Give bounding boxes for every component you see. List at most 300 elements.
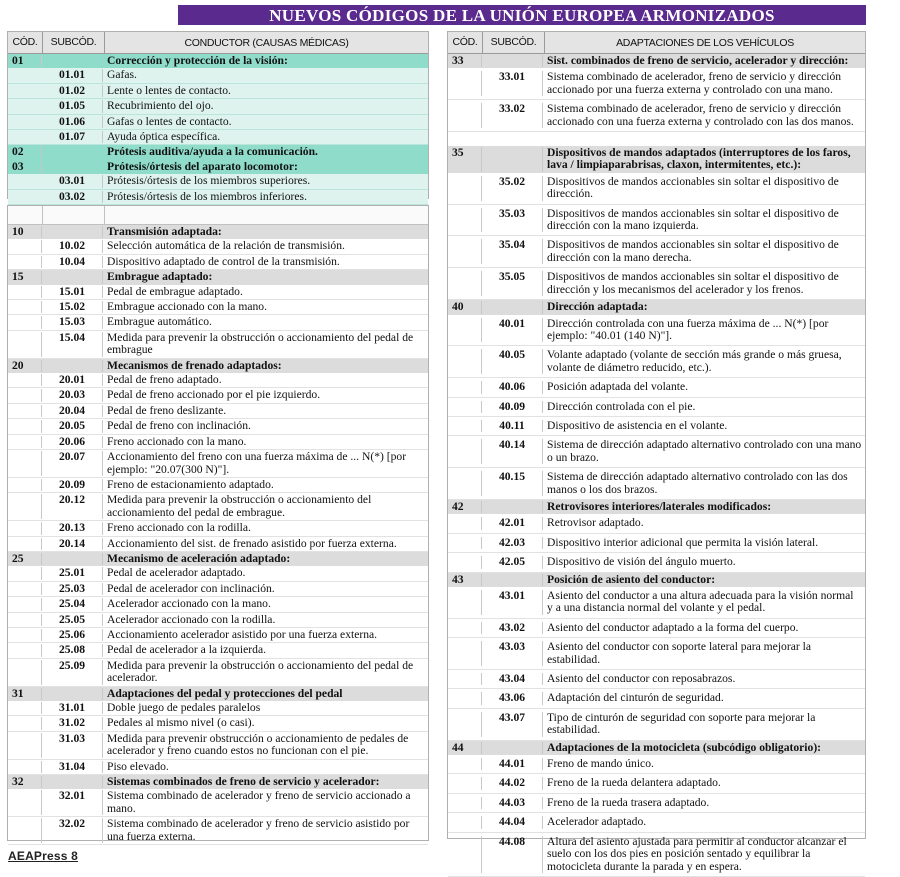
subcode-row [8,701,428,716]
description-cell: Transmisión adaptada: [107,225,222,238]
code-cell [8,717,42,729]
description-cell: Dirección controlada con una fuerza máxima de ... N(*) [por ejemplo: "40.01 (140 N)"]. [547,316,829,342]
description-cell: Sistema combinado de acelerador y freno de servicio asistido por una fuerza externa. [107,817,410,843]
description-cell: Asiento del conductor a una altura adecuada para la visión normal y a una distancia normal del volante y el pedal. [547,589,854,615]
description-cell: Piso elevado. [107,759,169,773]
description-cell: Dispositivos de mandos accionables sin soltar el dispositivo de dirección con la mano izquierda. [547,206,839,233]
subcode-row [8,521,428,536]
description-cell: Sistemas combinados de freno de servicio y acelerador: [107,775,380,789]
description-cell: Medida para prevenir la obstrucción o accionamiento del pedal de embrague [107,330,414,357]
description-cell: Gafas o lentes de contacto. [107,114,232,128]
description-cell: Dispositivos de mandos accionables sin soltar el dispositivo de dirección con la mano derecha. [547,238,839,264]
description-cell: Lente o lentes de contacto. [107,83,231,97]
code-cell: 03 [8,161,42,173]
subcode-cell: 31.04 [42,761,103,773]
subcode-row [8,716,428,731]
subcode-row [8,300,428,315]
subcode-cell: 40.15 [482,471,543,496]
subcode-cell: 31.01 [42,702,103,714]
description-cell: Embrague automático. [107,315,212,329]
code-cell [448,208,482,233]
subcode-cell [42,271,103,283]
subcode-cell [482,147,543,172]
subcode-row [448,514,865,533]
subcode-cell: 43.03 [482,641,543,666]
subcode-cell: 42.01 [482,517,543,529]
subcode-cell: 40.05 [482,349,543,374]
subcode-row [8,582,428,597]
subcode-row [8,419,428,434]
subcode-cell: 20.12 [42,494,103,519]
footer-publication: AEAPress 8 [8,849,79,863]
description-cell: Pedal de acelerador con inclinación. [107,581,275,595]
description-cell: Dispositivos de mandos adaptados (interruptores de los faros, lava / limpiaparabrisas, claxon, intermitentes, etc.): [547,146,851,172]
subcode-cell: 25.01 [42,567,103,579]
code-cell [8,316,42,328]
code-cell [448,420,482,432]
subcode-cell: 03.01 [42,175,103,187]
description-cell: Pedal de freno adaptado. [107,373,222,387]
subcode-row [8,239,428,254]
description-cell: Sistema de dirección adaptado alternativo controlado con las dos manos o los dos brazos. [547,470,848,496]
subcode-cell [482,55,543,67]
code-cell [8,332,42,357]
subcode-cell: 42.05 [482,556,543,568]
code-cell: 20 [8,360,42,372]
description-cell: Asiento del conductor con reposabrazos. [547,672,736,686]
description-cell: Ayuda óptica específica. [107,129,221,143]
subcode-row [448,553,865,572]
subcode-row [448,173,865,205]
subcode-cell: 25.09 [42,660,103,685]
subcode-cell: 33.01 [482,71,543,96]
subcode-row [8,732,428,760]
subcode-cell: 44.08 [482,836,543,873]
description-cell: Accionamiento acelerador asistido por una fuerza externa. [107,627,378,641]
subcode-row [8,404,428,419]
code-cell [448,712,482,737]
description-cell: Prótesis/órtesis de los miembros superiores. [107,174,311,188]
code-cell [448,439,482,464]
subcode-row [8,566,428,581]
subcode-cell: 20.07 [42,451,103,476]
description-cell: Retrovisor adaptado. [547,516,644,530]
subcode-row [448,638,865,670]
table-header [8,32,428,54]
subcode-row [8,435,428,450]
category-row [448,146,865,173]
description-cell: Altura del asiento ajustada para permitir al conductor alcanzar el suelo con los dos pies en posición sentado y equilibrar la motocicleta durante la parada y en espera. [547,834,847,873]
subcode-row [448,813,865,832]
subcode-row [448,100,865,132]
description-cell: Mecanismos de frenado adaptados: [107,358,282,372]
subcode-cell: 01.05 [42,100,103,112]
subcode-cell: 43.04 [482,673,543,685]
subcode-row [448,755,865,774]
subcode-cell: 40.14 [482,439,543,464]
description-cell: Tipo de cinturón de seguridad con soporte para mejorar la estabilidad. [547,710,816,737]
code-cell [8,522,42,534]
category-row [8,160,428,174]
code-cell [448,103,482,128]
category-row [8,225,428,239]
code-cell [8,494,42,519]
subcode-row [448,68,865,100]
description-cell: Acelerador accionado con la mano. [107,597,271,611]
subcode-cell [42,776,103,788]
subcode-row [8,613,428,628]
description-cell: Sist. combinados de freno de servicio, acelerador y dirección: [547,54,849,67]
subcode-row [448,833,865,877]
code-cell [8,790,42,815]
description-cell: Embrague accionado con la mano. [107,300,267,314]
description-cell: Embrague adaptado: [107,270,213,284]
code-cell [8,538,42,550]
header-cod: CÓD. [8,32,43,53]
category-row [448,741,865,755]
subcode-row [448,587,865,619]
vehicle-left-rows [8,225,428,845]
subcode-cell: 44.02 [482,777,543,789]
description-cell: Freno de mando único. [547,757,654,771]
code-cell [448,556,482,568]
subcode-cell [482,574,543,586]
description-cell: Selección automática de la relación de transmisión. [107,239,345,253]
subcode-row [8,285,428,300]
code-cell [448,836,482,873]
subcode-cell: 20.14 [42,538,103,550]
description-cell: Mecanismo de aceleración adaptado: [107,551,291,565]
subcode-cell: 43.07 [482,712,543,737]
description-cell: Recubrimiento del ojo. [107,99,214,113]
subcode-row [8,493,428,521]
code-cell [448,622,482,634]
subcode-cell: 32.01 [42,790,103,815]
description-cell: Dispositivo adaptado de control de la transmisión. [107,254,340,268]
code-cell [448,590,482,615]
subcode-row [8,789,428,817]
subcode-row [8,537,428,552]
header-subcod: SUBCÓD. [483,32,545,53]
category-row [8,270,428,284]
description-cell: Freno de estacionamiento adaptado. [107,477,274,491]
subcode-cell [482,301,543,313]
subcode-row [448,468,865,500]
subcode-row [448,346,865,378]
description-cell: Pedal de embrague adaptado. [107,284,243,298]
code-cell [448,537,482,549]
subcode-cell [42,360,103,372]
description-cell: Volante adaptado (volante de sección más grande o más gruesa, volante de diámetro reducido, etc.). [547,348,842,374]
description-cell: Dispositivo de visión del ángulo muerto. [547,555,736,569]
subcode-cell: 35.04 [482,239,543,264]
code-cell [448,692,482,704]
subcode-cell: 40.01 [482,318,543,343]
code-cell [8,301,42,313]
subcode-cell: 01.01 [42,69,103,81]
description-cell: Freno accionado con la rodilla. [107,521,251,535]
header-cod: CÓD. [448,32,483,53]
subcode-cell: 33.02 [482,103,543,128]
description-cell: Pedal de freno accionado por el pie izquierdo. [107,388,321,402]
description-cell: Adaptación del cinturón de seguridad. [547,691,724,705]
code-cell [448,797,482,809]
code-cell: 25 [8,553,42,565]
subcode-cell: 01.06 [42,116,103,128]
subcode-row [8,99,428,114]
code-cell [8,761,42,773]
subcode-cell [42,553,103,565]
subcode-row [448,534,865,553]
subcode-row [8,628,428,643]
table-header [448,32,865,54]
subcode-cell: 44.04 [482,816,543,828]
description-cell: Medida para prevenir la obstrucción o accionamiento del pedal de acelerador. [107,658,414,685]
subcode-row [8,388,428,403]
subcode-cell: 20.09 [42,479,103,491]
code-cell [8,420,42,432]
subcode-row [8,817,428,845]
subcode-row [8,174,428,189]
code-cell [448,641,482,666]
description-cell: Freno accionado con la mano. [107,434,247,448]
code-cell [8,818,42,843]
subcode-cell: 44.03 [482,797,543,809]
subcode-row [448,315,865,347]
code-cell: 35 [448,147,482,172]
subcode-cell: 01.07 [42,131,103,143]
description-cell: Dispositivos de mandos accionables sin soltar el dispositivo de dirección y los mecanismos del acelerador y los frenos. [547,270,839,296]
description-cell: Accionamiento del sist. de frenado asistido por fuerza externa. [107,536,397,550]
code-cell [448,176,482,201]
subcode-row [8,255,428,270]
table-header-blank [8,206,428,225]
category-row [8,552,428,566]
subcode-cell: 20.05 [42,420,103,432]
conductor-rows [8,54,428,205]
subcode-row [8,373,428,388]
code-cell [448,471,482,496]
code-cell: 31 [8,688,42,700]
vehicle-codes-right-table [447,31,866,873]
code-cell: 15 [8,271,42,283]
description-cell: Doble juego de pedales paralelos [107,701,261,714]
code-cell [8,436,42,448]
subcode-row [448,794,865,813]
description-cell: Accionamiento del freno con una fuerza máxima de ... N(*) [por ejemplo: "20.07(300 N)"]. [107,450,407,476]
description-cell: Asiento del conductor adaptado a la forma del cuerpo. [547,620,799,634]
description-cell: Prótesis auditiva/ayuda a la comunicación. [107,145,318,159]
subcode-row [448,689,865,708]
description-cell: Dirección adaptada: [547,300,648,314]
description-cell: Pedal de acelerador a la izquierda. [107,643,267,657]
description-cell: Prótesis/órtesis de los miembros inferiores. [107,189,307,203]
subcode-cell: 40.06 [482,381,543,393]
subcode-cell [482,501,543,513]
description-cell: Freno de la rueda trasera adaptado. [547,795,710,809]
subcode-row [8,190,428,205]
subcode-row [448,378,865,397]
subcode-row [448,417,865,436]
description-cell: Sistema de dirección adaptado alternativo controlado con una mano o un brazo. [547,438,862,464]
subcode-cell: 35.02 [482,176,543,201]
conductor-codes-table [7,31,429,203]
description-cell: Dirección controlada con el pie. [547,399,696,413]
subcode-row [448,436,865,468]
subcode-row [8,760,428,775]
code-cell [8,286,42,298]
subcode-cell: 25.05 [42,614,103,626]
code-cell [448,71,482,96]
subcode-row [8,659,428,687]
header-vehiculos: ADAPTACIONES DE LOS VEHÍCULOS [616,36,794,49]
description-cell: Medida para prevenir la obstrucción o accionamiento del accionamiento del pedal de embrague. [107,493,372,519]
description-cell: Asiento del conductor con soporte lateral para mejorar la estabilidad. [547,640,811,666]
subcode-row [8,331,428,359]
code-cell [448,777,482,789]
subcode-cell: 10.02 [42,240,103,252]
subcode-cell: 20.04 [42,405,103,417]
code-cell [8,256,42,268]
subcode-row [448,236,865,268]
category-row [8,359,428,373]
description-cell: Adaptaciones de la motocicleta (subcódigo obligatorio): [547,740,822,754]
subcode-row [8,315,428,330]
subcode-cell: 01.02 [42,85,103,97]
description-cell: Dispositivo de asistencia en el volante. [547,418,728,432]
code-cell [448,816,482,828]
category-row [448,573,865,587]
code-cell: 43 [448,574,482,586]
code-cell [8,405,42,417]
description-cell: Sistema combinado de acelerador y freno de servicio accionado a mano. [107,789,411,815]
code-cell [8,451,42,476]
subcode-row [448,619,865,638]
code-cell: 44 [448,742,482,754]
code-cell [448,271,482,296]
subcode-cell: 43.06 [482,692,543,704]
description-cell: Corrección y protección de la visión: [107,53,288,67]
subcode-row [8,478,428,493]
description-cell: Acelerador adaptado. [547,815,647,829]
subcode-row [8,643,428,658]
category-row [8,145,428,159]
vehicle-right-rows [448,54,865,877]
subcode-cell: 15.04 [42,332,103,357]
subcode-cell: 25.06 [42,629,103,641]
description-cell: Retrovisores interiores/laterales modificados: [547,499,772,513]
code-cell [8,389,42,401]
category-row [448,54,865,68]
code-cell: 33 [448,55,482,67]
code-cell [8,598,42,610]
category-row [8,775,428,789]
code-cell [8,733,42,758]
description-cell: Pedales al mismo nivel (o casi). [107,716,255,730]
subcode-cell: 40.11 [482,420,543,432]
code-cell [448,673,482,685]
code-cell [8,660,42,685]
category-row [448,300,865,314]
category-row [8,687,428,701]
subcode-cell: 32.02 [42,818,103,843]
code-cell [448,517,482,529]
subcode-row [448,670,865,689]
subcode-cell: 43.01 [482,590,543,615]
code-cell: 40 [448,301,482,313]
category-row [448,500,865,514]
subcode-row [8,130,428,145]
subcode-cell: 20.06 [42,436,103,448]
description-cell: Acelerador accionado con la rodilla. [107,612,276,626]
subcode-cell [42,688,103,700]
subcode-cell: 35.05 [482,271,543,296]
subcode-row [448,398,865,417]
description-cell: Adaptaciones del pedal y protecciones del pedal [107,686,343,700]
category-row [8,54,428,68]
code-cell: 32 [8,776,42,788]
subcode-row [8,68,428,83]
code-cell [448,401,482,413]
code-cell [8,614,42,626]
code-cell [8,702,42,714]
code-cell [448,381,482,393]
description-cell: Medida para prevenir obstrucción o accionamiento de pedales de acelerador y freno cuando estos no funcionan con el pie. [107,731,409,758]
subcode-row [8,450,428,478]
subcode-row [448,709,865,741]
description-cell: Dispositivos de mandos accionables sin soltar el dispositivo de dirección. [547,174,839,201]
subcode-cell: 10.04 [42,256,103,268]
description-cell: Sistema combinado de acelerador, freno de servicio y dirección accionado con una fuerza externa y controlado con las dos manos. [547,102,854,128]
header-conductor: CONDUCTOR (CAUSAS MÉDICAS) [184,36,349,49]
description-cell: Pedal de freno deslizante. [107,403,227,417]
description-cell: Sistema combinado de acelerador, freno de servicio y dirección accionado por una fuerza externa y controlado con una mano. [547,70,842,96]
subcode-cell: 31.03 [42,733,103,758]
description-cell: Gafas. [107,68,137,82]
vehicle-codes-left-table [7,205,429,841]
description-cell: Dispositivo interior adicional que permita la visión lateral. [547,535,819,549]
code-cell [8,644,42,656]
subcode-cell: 25.04 [42,598,103,610]
subcode-cell [482,742,543,754]
subcode-row [8,84,428,99]
code-cell: 02 [8,146,42,158]
description-cell: Pedal de freno con inclinación. [107,419,251,433]
subcode-cell: 03.02 [42,191,103,203]
subcode-cell: 40.09 [482,401,543,413]
subcode-cell: 42.03 [482,537,543,549]
subcode-row [448,774,865,793]
subcode-cell: 44.01 [482,758,543,770]
code-cell [448,758,482,770]
subcode-row [8,597,428,612]
code-cell [8,240,42,252]
subcode-cell: 35.03 [482,208,543,233]
header-subcod: SUBCÓD. [43,32,105,53]
subcode-cell: 15.02 [42,301,103,313]
subcode-cell: 15.01 [42,286,103,298]
subcode-cell: 43.02 [482,622,543,634]
subcode-cell: 31.02 [42,717,103,729]
code-cell [8,629,42,641]
code-cell [448,239,482,264]
code-cell: 10 [8,226,42,238]
description-cell: Posición adaptada del volante. [547,380,689,394]
subcode-row [448,268,865,300]
subcode-row [448,205,865,237]
code-cell: 42 [448,501,482,513]
subcode-cell: 20.13 [42,522,103,534]
